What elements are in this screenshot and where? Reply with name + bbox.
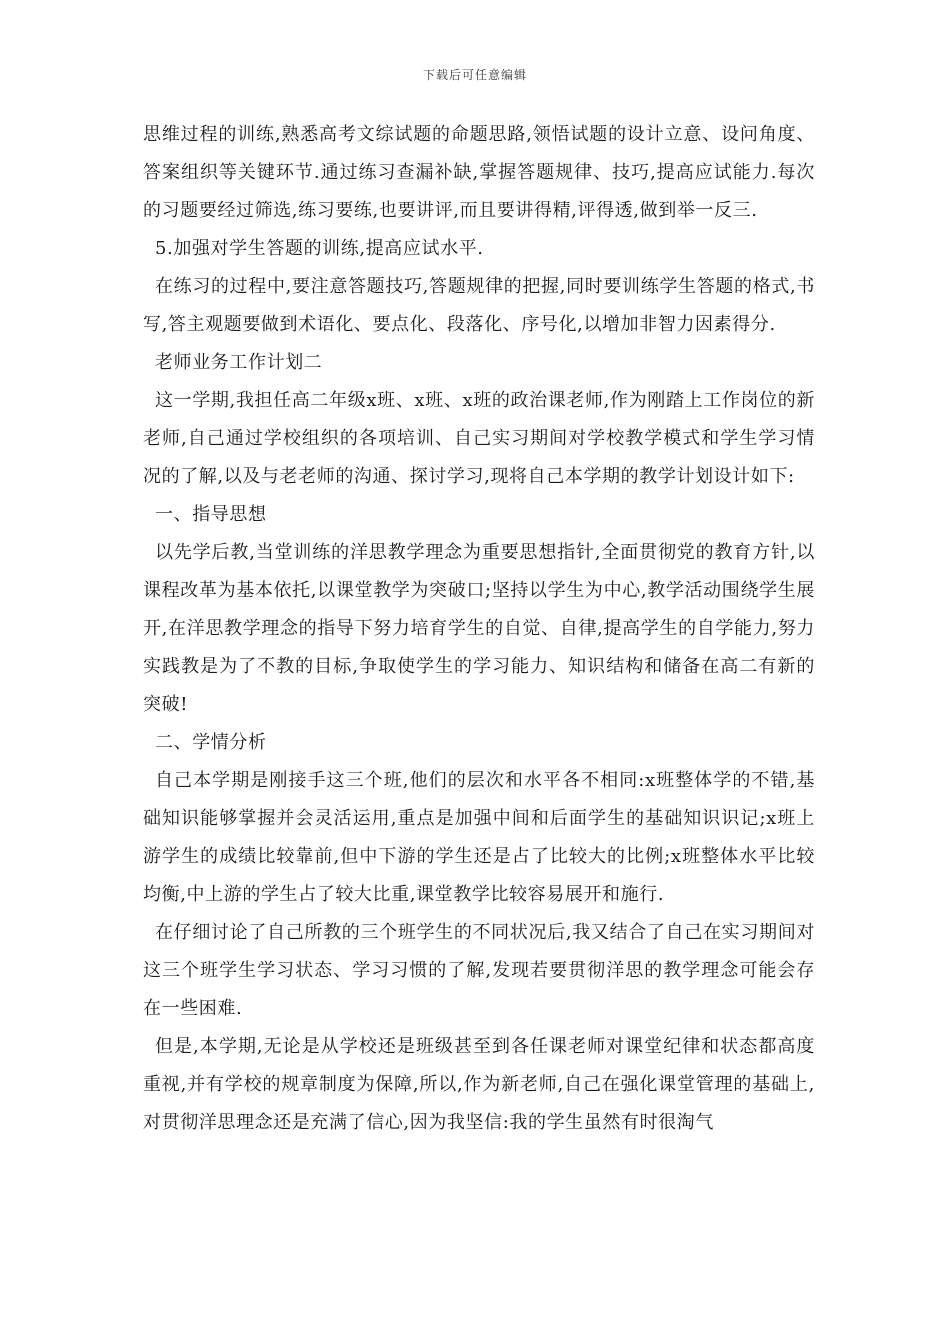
paragraph-continuation: 思维过程的训练,熟悉高考文综试题的命题思路,领悟试题的设计立意、设问角度、答案组织等关键环节.通过练习查漏补缺,掌握答题规律、技巧,提高应试能力.每次的习题要经过筛选,练习要练,也要讲评,而且要讲得精,评得透,做到举一反三. [143,124,815,221]
header-note: 下载后可任意编辑 [422,68,527,82]
paragraph: 以先学后教,当堂训练的洋思教学理念为重要思想指针,全面贯彻党的教育方针,以课程改革为基本依托,以课堂教学为突破口;坚持以学生为中心,教学活动围绕学生展开,在洋思教学理念的指导下努力培育学生的自觉、自律,提高学生的自学能力,努力实践教是为了不教的目标,争取使学生的学习能力、知识结构和储备在高二有新的突破! [143,542,815,715]
heading-student-analysis: 二、学情分析 [155,732,267,753]
section-title: 老师业务工作计划二 [155,352,323,373]
paragraph: 但是,本学期,无论是从学校还是班级甚至到各任课老师对课堂纪律和状态都高度重视,并有学校的规章制度为保障,所以,作为新老师,自己在强化课堂管理的基础上,对贯彻洋思理念还是充满了信心,因为我坚信:我的学生虽然有时很淘气 [143,1036,815,1133]
paragraph: 在仔细讨论了自己所教的三个班学生的不同状况后,我又结合了自己在实习期间对这三个班学生学习状态、学习习惯的了解,发现若要贯彻洋思的教学理念可能会存在一些困难. [143,922,815,1019]
heading-guiding-thought: 一、指导思想 [155,504,267,525]
paragraph: 自己本学期是刚接手这三个班,他们的层次和水平各不相同:x班整体学的不错,基础知识能够掌握并会灵活运用,重点是加强中间和后面学生的基础知识识记;x班上游学生的成绩比较靠前,但中下游的学生还是占了比较大的比例;x班整体水平比较均衡,中上游的学生占了较大比重,课堂教学比较容易展开和施行. [143,770,815,905]
paragraph: 这一学期,我担任高二年级x班、x班、x班的政治课老师,作为刚踏上工作岗位的新老师,自己通过学校组织的各项培训、自己实习期间对学校教学模式和学生学习情况的了解,以及与老老师的沟通、探讨学习,现将自己本学期的教学计划设计如下: [143,390,815,487]
list-item-5: 5.加强对学生答题的训练,提高应试水平. [155,238,484,259]
document-body [143,116,815,1142]
paragraph: 在练习的过程中,要注意答题技巧,答题规律的把握,同时要训练学生答题的格式,书写,答主观题要做到术语化、要点化、段落化、序号化,以增加非智力因素得分. [143,276,815,335]
